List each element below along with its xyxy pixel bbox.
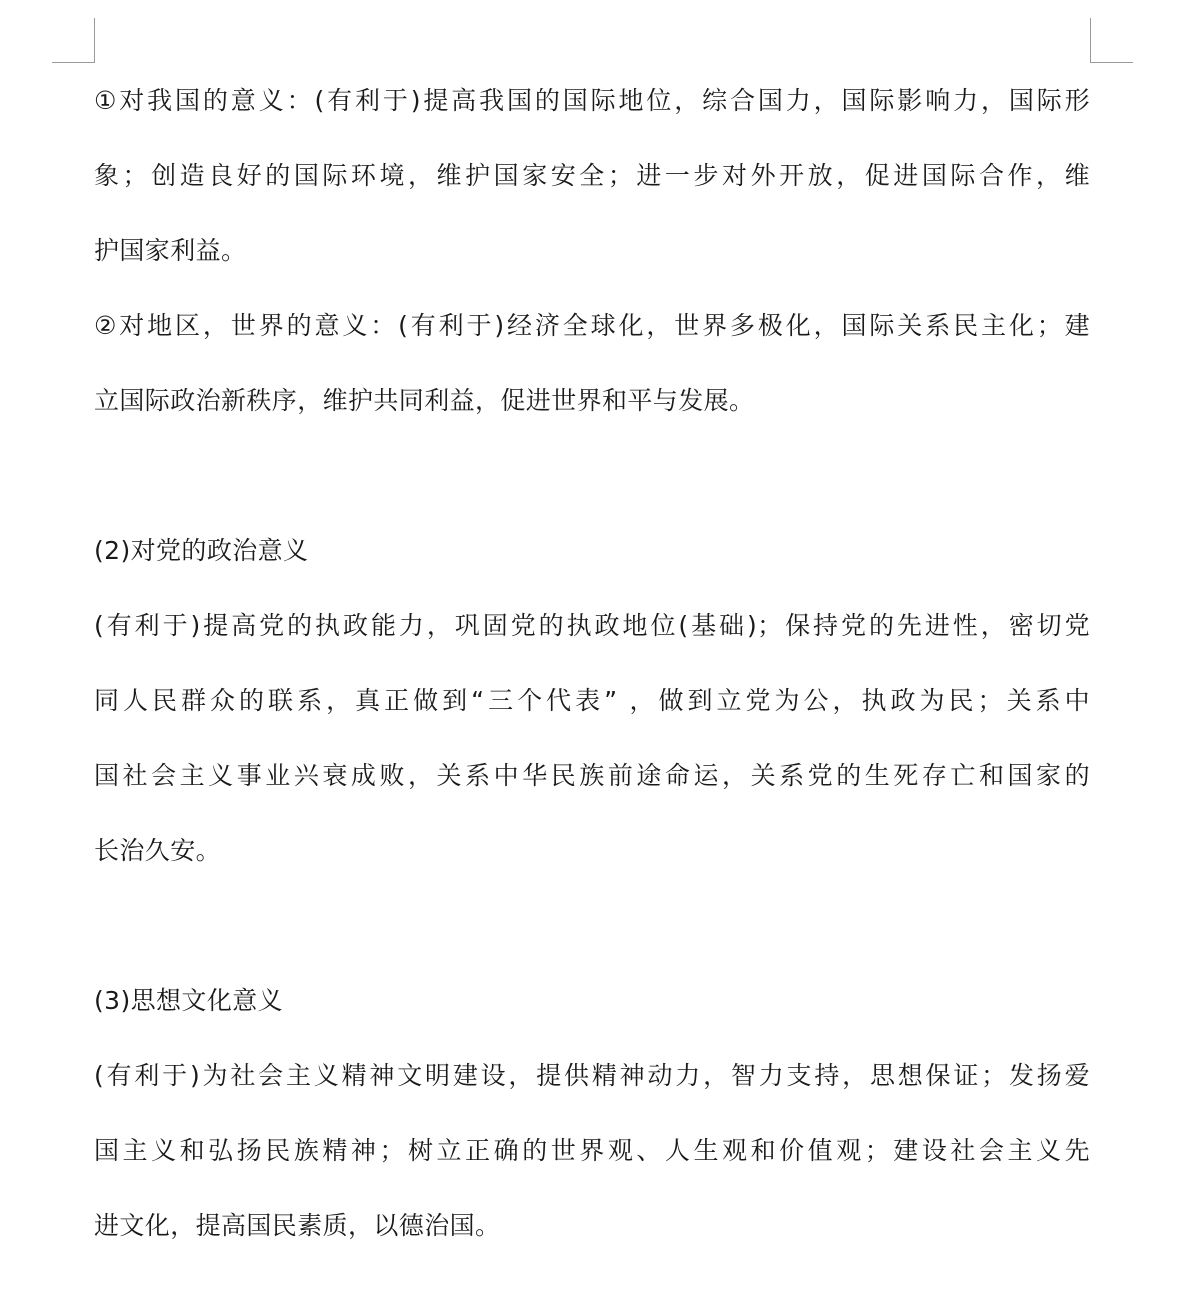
text-line: ②对地区，世界的意义：(有利于)经济全球化，世界多极化，国际关系民主化；建 — [94, 311, 1090, 340]
document-body — [94, 63, 1090, 1263]
paragraph-gap — [94, 438, 1090, 513]
text-line: (有利于)提高党的执政能力，巩固党的执政地位(基础)；保持党的先进性，密切党 — [94, 611, 1090, 640]
text-line: 进文化，提高国民素质，以德治国。 — [94, 1211, 501, 1240]
text-line: 象；创造良好的国际环境，维护国家安全；进一步对外开放，促进国际合作，维 — [94, 161, 1090, 190]
text-line: 长治久安。 — [94, 836, 222, 865]
text-line: (有利于)为社会主义精神文明建设，提供精神动力，智力支持，思想保证；发扬爱 — [94, 1061, 1090, 1090]
text-line: 同人民群众的联系，真正做到“三个代表” ，做到立党为公，执政为民；关系中 — [94, 686, 1090, 715]
section-heading: (2)对党的政治意义 — [94, 536, 309, 565]
text-line: 立国际政治新秩序，维护共同利益，促进世界和平与发展。 — [94, 386, 755, 415]
page-corner-mark-top-left — [52, 18, 95, 63]
text-line: ①对我国的意义：(有利于)提高我国的国际地位，综合国力，国际影响力，国际形 — [94, 86, 1090, 115]
text-line: 国主义和弘扬民族精神；树立正确的世界观、人生观和价值观；建设社会主义先 — [94, 1136, 1090, 1165]
page-corner-mark-top-right — [1090, 18, 1133, 63]
paragraph-gap — [94, 888, 1090, 963]
text-line: 国社会主义事业兴衰成败，关系中华民族前途命运，关系党的生死存亡和国家的 — [94, 761, 1090, 790]
section-heading: (3)思想文化意义 — [94, 986, 284, 1015]
text-line: 护国家利益。 — [94, 236, 247, 265]
